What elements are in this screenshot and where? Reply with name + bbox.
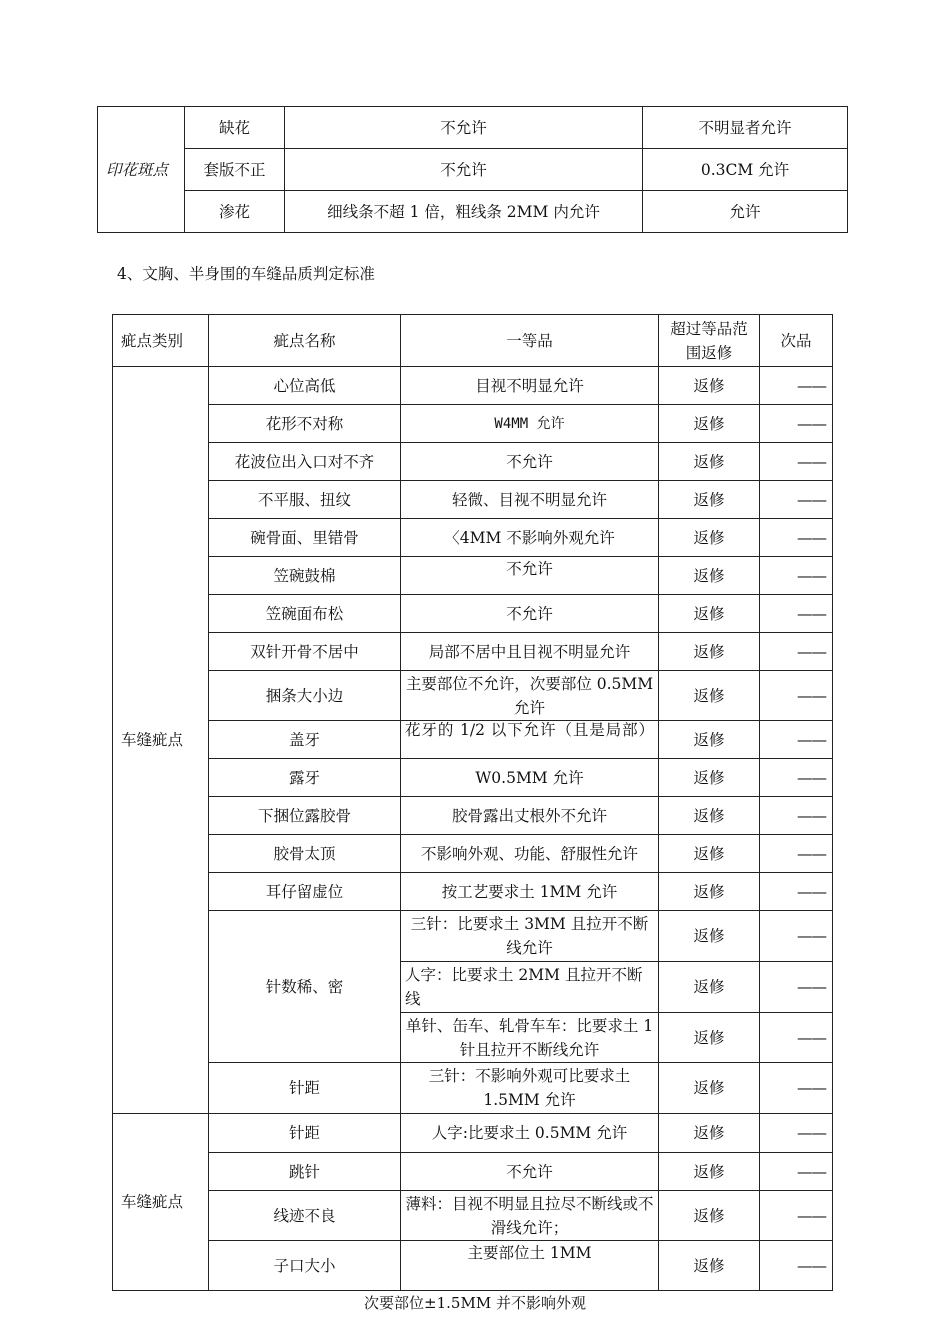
defect-name: 笠碗面布松: [209, 595, 401, 633]
defect-name: 不平服、扭纹: [209, 481, 401, 519]
rework-cell: 返修: [659, 633, 760, 671]
defect-name: 针距: [209, 1114, 401, 1153]
defect-name: 笠碗鼓棉: [209, 557, 401, 595]
defect-cell: ——: [760, 835, 833, 873]
defect-cell: ——: [760, 873, 833, 911]
rework-cell: 返修: [659, 1013, 760, 1063]
first-grade: 不允许: [401, 595, 659, 633]
first-grade: 目视不明显允许: [401, 367, 659, 405]
first-grade: 不影响外观、功能、舒服性允许: [401, 835, 659, 873]
defect-cell: ——: [760, 557, 833, 595]
defect-name: 下捆位露胶骨: [209, 797, 401, 835]
defect-cell: ——: [760, 721, 833, 759]
defect-cell: ——: [760, 962, 833, 1013]
defect-cell: ——: [760, 443, 833, 481]
first-grade: 〈4MM 不影响外观允许: [401, 519, 659, 557]
rework-cell: 返修: [659, 911, 760, 962]
first-grade: 不允许: [401, 1153, 659, 1191]
rework-cell: 返修: [659, 405, 760, 443]
rework-cell: 返修: [659, 759, 760, 797]
second-grade: 允许: [643, 191, 848, 233]
footer-note: 次要部位±1.5MM 并不影响外观: [364, 1294, 586, 1312]
table-row: [113, 405, 833, 443]
defect-name: 捆条大小边: [209, 671, 401, 721]
defect-cell: ——: [760, 1191, 833, 1241]
table-row: [113, 759, 833, 797]
rework-cell: 返修: [659, 367, 760, 405]
defect-name: 耳仔留虚位: [209, 873, 401, 911]
defect-name: 双针开骨不居中: [209, 633, 401, 671]
defect-cell: ——: [760, 633, 833, 671]
rework-cell: 返修: [659, 797, 760, 835]
table-row: [113, 481, 833, 519]
table-row: [113, 1241, 833, 1291]
table-row: [113, 595, 833, 633]
table-row: [98, 107, 848, 149]
category-cell: 印花斑点: [98, 107, 185, 233]
first-grade: 按工艺要求土 1MM 允许: [401, 873, 659, 911]
header-first: 一等品: [401, 315, 659, 367]
table-row: [113, 1191, 833, 1241]
rework-cell: 返修: [659, 481, 760, 519]
rework-cell: 返修: [659, 962, 760, 1013]
defect-cell: ——: [760, 1114, 833, 1153]
table-row: [113, 835, 833, 873]
table-row: [113, 873, 833, 911]
first-grade: 三针：比要求土 3MM 且拉开不断线允许: [401, 911, 659, 962]
defect-name: 胶骨太顶: [209, 835, 401, 873]
defect-name: 线迹不良: [209, 1191, 401, 1241]
table-row: [113, 797, 833, 835]
first-grade: 不允许: [401, 557, 659, 595]
rework-cell: 返修: [659, 835, 760, 873]
defect-name: 露牙: [209, 759, 401, 797]
table-row: [113, 443, 833, 481]
second-grade: 不明显者允许: [643, 107, 848, 149]
first-grade: 不允许: [285, 107, 643, 149]
first-grade: 单针、缶车、轧骨车车：比要求土 1 针且拉开不断线允许: [401, 1013, 659, 1063]
defect-cell: ——: [760, 911, 833, 962]
defect-name: 碗骨面、里错骨: [209, 519, 401, 557]
first-grade: 轻微、目视不明显允许: [401, 481, 659, 519]
table-row: [113, 671, 833, 721]
table-row: [113, 633, 833, 671]
rework-cell: 返修: [659, 721, 760, 759]
table-row: [98, 149, 848, 191]
rework-cell: 返修: [659, 519, 760, 557]
rework-cell: 返修: [659, 1153, 760, 1191]
table-row: [113, 721, 833, 759]
first-grade: 人字:比要求土 0.5MM 允许: [401, 1114, 659, 1153]
rework-cell: 返修: [659, 671, 760, 721]
header-over: 超过等品范围返修: [659, 315, 760, 367]
rework-cell: 返修: [659, 873, 760, 911]
first-grade: 主要部位土 1MM: [401, 1241, 659, 1291]
first-grade: 花牙的 1/2 以下允许（且是局部）: [401, 721, 659, 759]
first-grade: 人字：比要求土 2MM 且拉开不断线: [401, 962, 659, 1013]
defect-name: 盖牙: [209, 721, 401, 759]
defect-cell: ——: [760, 1063, 833, 1114]
defect-name: 针距: [209, 1063, 401, 1114]
defect-name: 花波位出入口对不齐: [209, 443, 401, 481]
first-grade: 局部不居中且目视不明显允许: [401, 633, 659, 671]
first-grade: 胶骨露出丈根外不允许: [401, 797, 659, 835]
header-defect: 次品: [760, 315, 833, 367]
rework-cell: 返修: [659, 557, 760, 595]
defect-cell: ——: [760, 367, 833, 405]
table-row: [113, 557, 833, 595]
first-grade: W4MM 允许: [401, 405, 659, 443]
header-name: 疵点名称: [209, 315, 401, 367]
first-grade: 不允许: [285, 149, 643, 191]
defect-name: 花形不对称: [209, 405, 401, 443]
rework-cell: 返修: [659, 595, 760, 633]
rework-cell: 返修: [659, 1063, 760, 1114]
rework-cell: 返修: [659, 443, 760, 481]
defect-cell: ——: [760, 405, 833, 443]
header-row: [113, 315, 833, 367]
category-cell: 车缝疵点: [113, 367, 209, 1114]
first-grade: 细线条不超 1 倍，粗线条 2MM 内允许: [285, 191, 643, 233]
rework-cell: 返修: [659, 1191, 760, 1241]
defect-cell: ——: [760, 595, 833, 633]
defect-cell: ——: [760, 797, 833, 835]
defect-cell: ——: [760, 759, 833, 797]
rework-cell: 返修: [659, 1114, 760, 1153]
defect-name: 套版不正: [185, 149, 285, 191]
first-grade: 薄料：目视不明显且拉尽不断线或不滑线允许；: [401, 1191, 659, 1241]
defect-name: 心位高低: [209, 367, 401, 405]
table-row: [113, 1063, 833, 1114]
defect-name: 缺花: [185, 107, 285, 149]
table-row: [98, 191, 848, 233]
first-grade: W0.5MM 允许: [401, 759, 659, 797]
defect-cell: ——: [760, 1013, 833, 1063]
table-row: [113, 1114, 833, 1153]
table-row: [113, 911, 833, 962]
first-grade: 主要部位不允许，次要部位 0.5MM 允许: [401, 671, 659, 721]
defect-name: 子口大小: [209, 1241, 401, 1291]
defect-name: 跳针: [209, 1153, 401, 1191]
second-grade: 0.3CM 允许: [643, 149, 848, 191]
print-defect-table: [97, 106, 848, 233]
table-row: [113, 519, 833, 557]
table-row: [113, 367, 833, 405]
sewing-defect-table: [112, 314, 833, 1291]
defect-name: 针数稀、密: [209, 911, 401, 1063]
defect-cell: ——: [760, 481, 833, 519]
table-row: [113, 1153, 833, 1191]
first-grade: 三针：不影响外观可比要求土 1.5MM 允许: [401, 1063, 659, 1114]
header-category: 疵点类别: [113, 315, 209, 367]
defect-name: 渗花: [185, 191, 285, 233]
defect-cell: ——: [760, 1153, 833, 1191]
rework-cell: 返修: [659, 1241, 760, 1291]
section-heading: 4、文胸、半身围的车缝品质判定标准: [117, 265, 375, 283]
category-cell: 车缝疵点: [113, 1114, 209, 1291]
defect-cell: ——: [760, 671, 833, 721]
defect-cell: ——: [760, 519, 833, 557]
first-grade: 不允许: [401, 443, 659, 481]
defect-cell: ——: [760, 1241, 833, 1291]
